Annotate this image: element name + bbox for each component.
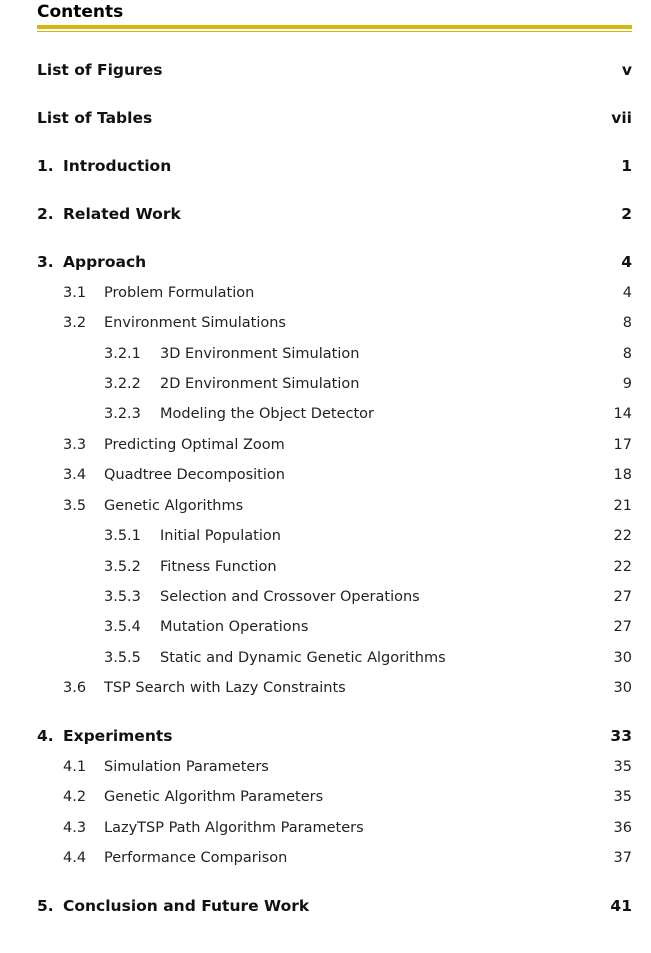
toc-entry[interactable] (0, 677, 651, 699)
toc-entry-number: 4.3 (63, 820, 87, 836)
toc-entry-number: 4.2 (63, 789, 87, 805)
toc-entry-number: 3.5.1 (104, 528, 141, 544)
toc-entry[interactable] (0, 847, 651, 869)
toc-entry[interactable] (0, 282, 651, 304)
toc-entry-number: 1. (37, 157, 54, 175)
toc-entry[interactable] (0, 556, 651, 578)
page-title: Contents (37, 2, 124, 22)
toc-entry-number: 3.6 (63, 680, 87, 696)
toc-entry[interactable] (0, 817, 651, 839)
toc-entry-page: 9 (622, 376, 632, 392)
toc-entry-page: 37 (613, 850, 632, 866)
toc-entry-title: List of Figures (37, 61, 163, 79)
toc-entry-number: 3.5.4 (104, 619, 141, 635)
toc-entry-number: 3.2 (63, 315, 87, 331)
toc-entry-title: Experiments (63, 727, 173, 745)
toc-entry[interactable] (0, 725, 651, 747)
toc-entry[interactable] (0, 155, 651, 177)
toc-entry-page: 36 (613, 820, 632, 836)
toc-entry-page: 17 (613, 437, 632, 453)
toc-entry[interactable] (0, 525, 651, 547)
toc-entry-page: 14 (613, 406, 632, 422)
toc-entry-title: 3D Environment Simulation (160, 346, 360, 362)
toc-entry-title: TSP Search with Lazy Constraints (104, 680, 346, 696)
toc-entry[interactable] (0, 495, 651, 517)
toc-entry[interactable] (0, 756, 651, 778)
toc-entry-page: 33 (610, 727, 632, 745)
toc-entry[interactable] (0, 586, 651, 608)
toc-entry-number: 4.4 (63, 850, 87, 866)
toc-entry-number: 3.2.1 (104, 346, 141, 362)
toc-entry-title: Genetic Algorithms (104, 498, 244, 514)
toc-entry-number: 3.5.2 (104, 559, 141, 575)
toc-entry-title: Selection and Crossover Operations (160, 589, 420, 605)
toc-entry-title: Performance Comparison (104, 850, 288, 866)
toc-entry-page: 41 (610, 897, 632, 915)
toc-entry[interactable] (0, 895, 651, 917)
toc-entry-number: 5. (37, 897, 54, 915)
toc-entry-number: 3.2.2 (104, 376, 141, 392)
toc-entry[interactable] (0, 373, 651, 395)
toc-entry-page: vii (611, 109, 632, 127)
toc-entry-number: 3.1 (63, 285, 87, 301)
toc-entry-title: Quadtree Decomposition (104, 467, 285, 483)
toc-entry-page: 30 (613, 680, 632, 696)
toc-entry-number: 3.2.3 (104, 406, 141, 422)
toc-entry-title: Static and Dynamic Genetic Algorithms (160, 650, 446, 666)
toc-entry-title: Fitness Function (160, 559, 277, 575)
toc-entry-page: 21 (613, 498, 632, 514)
toc-entry-number: 3.5 (63, 498, 87, 514)
toc-entry-number: 3. (37, 253, 54, 271)
toc-entry-number: 3.5.3 (104, 589, 141, 605)
toc-entry-page: 35 (613, 789, 632, 805)
toc-entry-title: Conclusion and Future Work (63, 897, 310, 915)
toc-entry[interactable] (0, 434, 651, 456)
toc-entry[interactable] (0, 107, 651, 129)
toc-entry-title: Initial Population (160, 528, 281, 544)
toc-entry-page: 8 (622, 346, 632, 362)
toc-entry-title: Mutation Operations (160, 619, 309, 635)
toc-entry[interactable] (0, 616, 651, 638)
toc-entry-number: 4.1 (63, 759, 87, 775)
toc-entry-number: 3.3 (63, 437, 87, 453)
toc-entry-page: 4 (622, 285, 632, 301)
toc-entry-page: 22 (613, 528, 632, 544)
toc-entry-number: 4. (37, 727, 54, 745)
toc-entry-title: Genetic Algorithm Parameters (104, 789, 324, 805)
toc-entry-title: Introduction (63, 157, 172, 175)
toc-entry-number: 3.5.5 (104, 650, 141, 666)
toc-entry-title: Problem Formulation (104, 285, 255, 301)
toc-entry-title: Environment Simulations (104, 315, 286, 331)
toc-entry[interactable] (0, 647, 651, 669)
toc-entry-title: Approach (63, 253, 147, 271)
toc-entry-page: 2 (621, 205, 632, 223)
toc-entry-number: 3.4 (63, 467, 87, 483)
toc-entry[interactable] (0, 343, 651, 365)
toc-entry-page: 22 (613, 559, 632, 575)
toc-entry-page: 35 (613, 759, 632, 775)
toc-entry-page: 18 (613, 467, 632, 483)
toc-entry[interactable] (0, 203, 651, 225)
toc-entry-title: Modeling the Object Detector (160, 406, 374, 422)
toc-entry-title: Predicting Optimal Zoom (104, 437, 285, 453)
toc-entry-number: 2. (37, 205, 54, 223)
toc-entry-page: 30 (613, 650, 632, 666)
toc-entry-page: 4 (621, 253, 632, 271)
toc-entry-page: 8 (622, 315, 632, 331)
toc-entry[interactable] (0, 786, 651, 808)
toc-entry[interactable] (0, 251, 651, 273)
toc-entry-title: 2D Environment Simulation (160, 376, 360, 392)
toc-entry-page: 27 (613, 619, 632, 635)
toc-entry[interactable] (0, 464, 651, 486)
toc-entry-title: Related Work (63, 205, 181, 223)
toc-entry[interactable] (0, 59, 651, 81)
toc-entry-title: Simulation Parameters (104, 759, 269, 775)
toc-entry-page: 27 (613, 589, 632, 605)
toc-entry-title: LazyTSP Path Algorithm Parameters (104, 820, 364, 836)
toc-entry-page: 1 (621, 157, 632, 175)
toc-entry[interactable] (0, 403, 651, 425)
toc-entry[interactable] (0, 312, 651, 334)
toc-entry-title: List of Tables (37, 109, 153, 127)
toc-entry-page: v (621, 61, 632, 79)
